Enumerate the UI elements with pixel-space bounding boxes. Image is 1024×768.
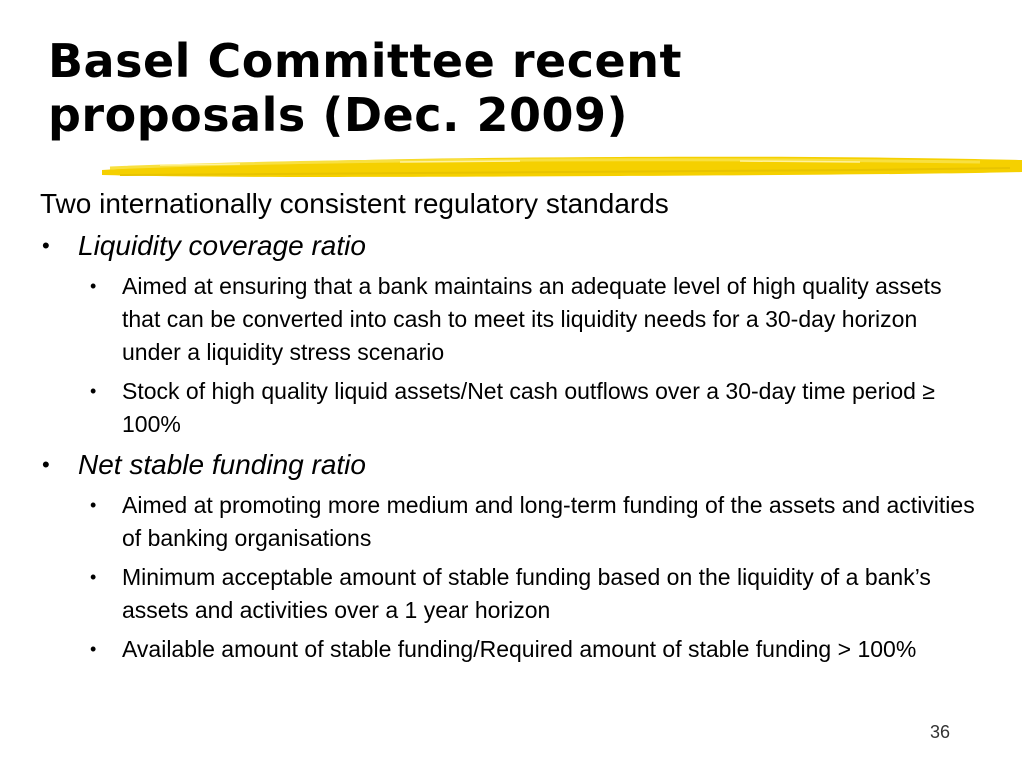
bullet-icon: •	[42, 452, 50, 477]
list-item-text: Available amount of stable funding/Required amount of stable funding > 100%	[122, 636, 917, 662]
nsfr-points	[40, 489, 980, 666]
bullet-icon: •	[90, 495, 97, 515]
list-item	[40, 561, 980, 627]
list-item-text: Aimed at promoting more medium and long-term funding of the assets and activities of banking organisations	[122, 492, 975, 551]
title-underline-swoosh	[100, 148, 1024, 188]
list-item-text: Stock of high quality liquid assets/Net cash outflows over a 30-day time period ≥ 100%	[122, 378, 935, 437]
bullet-icon: •	[42, 233, 50, 258]
bullet-icon: •	[90, 276, 97, 296]
list-item-text: Minimum acceptable amount of stable funding based on the liquidity of a bank’s assets and activities over a 1 year horizon	[122, 564, 931, 623]
list-item	[40, 489, 980, 555]
lcr-points	[40, 270, 980, 441]
page-number: 36	[930, 722, 951, 742]
slide-body	[40, 186, 980, 666]
title-line-2: proposals (Dec. 2009)	[48, 88, 629, 142]
section-heading-nsfr	[40, 447, 980, 483]
list-item	[40, 270, 980, 369]
section-heading-text: Net stable funding ratio	[78, 449, 366, 480]
intro-text: Two internationally consistent regulatory standards	[40, 188, 669, 219]
bullet-icon: •	[90, 567, 97, 587]
list-item	[40, 633, 980, 666]
section-heading-text: Liquidity coverage ratio	[78, 230, 366, 261]
bullet-icon: •	[90, 381, 97, 401]
list-item	[40, 375, 980, 441]
slide-title	[48, 34, 948, 142]
title-line-1: Basel Committee recent	[48, 34, 682, 88]
section-heading-lcr	[40, 228, 980, 264]
list-item-text: Aimed at ensuring that a bank maintains an adequate level of high quality assets that can be converted into cash to meet its liquidity needs for a 30-day horizon under a liquidity stress scenario	[122, 273, 942, 365]
bullet-icon: •	[90, 639, 97, 659]
